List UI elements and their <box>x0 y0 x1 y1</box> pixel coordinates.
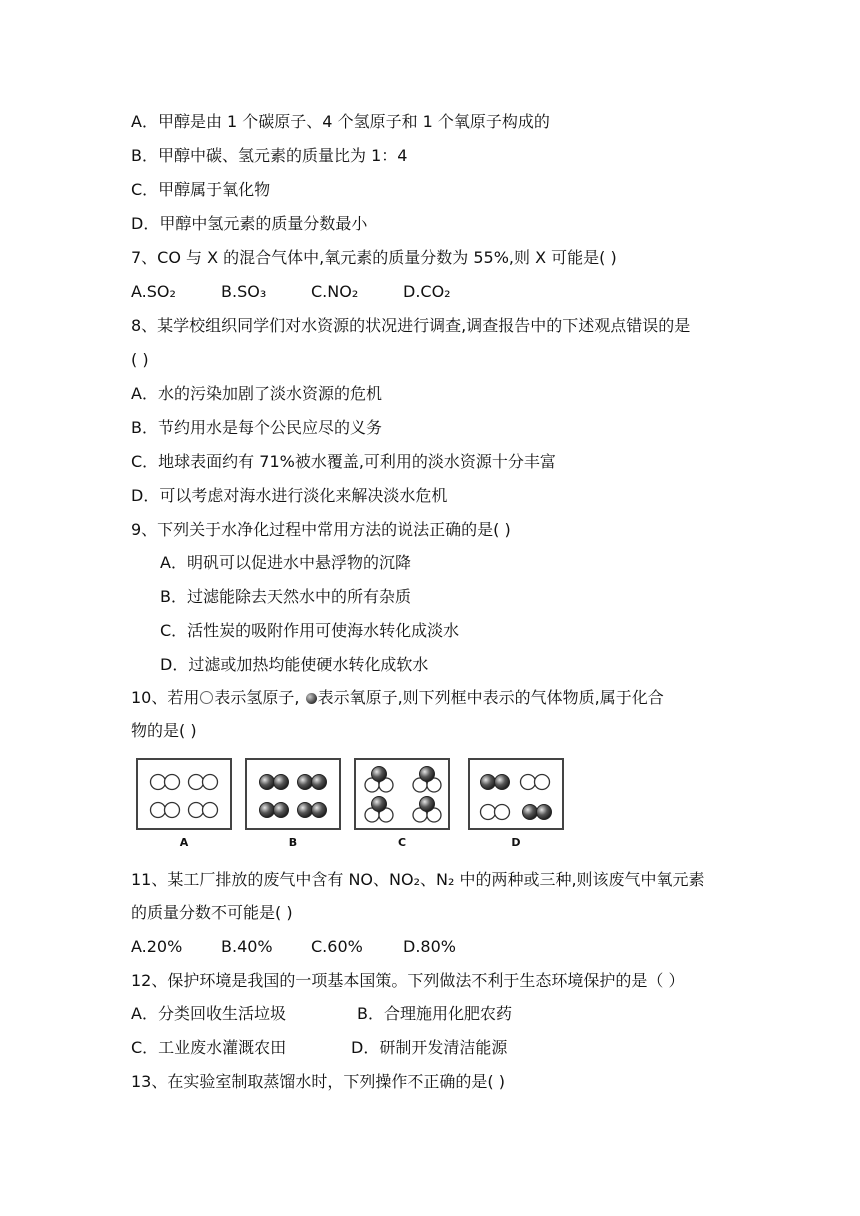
q9-option-c: C．活性炭的吸附作用可使海水转化成淡水 <box>160 621 460 640</box>
q6-option-a: A．甲醇是由 1 个碳原子、4 个氢原子和 1 个氧原子构成的 <box>131 112 550 131</box>
q12-options-row1 <box>131 1004 512 1024</box>
figure-label-c: C <box>397 836 407 849</box>
q7-option-d: D.CO₂ <box>403 282 451 301</box>
q10-stem-post: 表示氧原子,则下列框中表示的气体物质,属于化合 <box>317 688 664 707</box>
figure-label-d: D <box>511 836 521 849</box>
q8-option-a: A．水的污染加剧了淡水资源的危机 <box>131 384 382 403</box>
molecule-box-d <box>468 758 564 830</box>
q9-stem: 9、下列关于水净化过程中常用方法的说法正确的是( ) <box>131 520 511 539</box>
q7-option-a: A.SO₂ <box>131 282 176 301</box>
q9-option-d: D．过滤或加热均能使硬水转化成软水 <box>160 655 429 674</box>
q6-option-b: B．甲醇中碳、氢元素的质量比为 1：4 <box>131 146 408 165</box>
q8-stem: 8、某学校组织同学们对水资源的状况进行调查,调查报告中的下述观点错误的是 <box>131 316 691 335</box>
q7-options <box>131 282 451 302</box>
molecule-box-b <box>245 758 341 830</box>
q8-option-c: C．地球表面约有 71%被水覆盖,可利用的淡水资源十分丰富 <box>131 452 556 471</box>
hydrogen-atom-icon <box>200 691 213 704</box>
q9-option-a: A．明矾可以促进水中悬浮物的沉降 <box>160 553 411 572</box>
q7-option-c: C.NO₂ <box>311 282 359 301</box>
molecule-figure <box>136 758 566 850</box>
q6-option-c: C．甲醇属于氧化物 <box>131 180 271 199</box>
q11-stem: 11、某工厂排放的废气中含有 NO、NO₂、N₂ 中的两种或三种,则该废气中氧元素 <box>131 870 705 889</box>
oxygen-atom-icon <box>306 693 317 704</box>
q7-option-b: B.SO₃ <box>221 282 267 301</box>
figure-label-b: B <box>288 836 298 849</box>
q9-option-b: B．过滤能除去天然水中的所有杂质 <box>160 587 411 606</box>
q10-stem-cont: 物的是( ) <box>131 721 197 740</box>
q8-option-d: D．可以考虑对海水进行淡化来解决淡水危机 <box>131 486 448 505</box>
q8-paren: ( ) <box>131 350 149 369</box>
q10-stem-mid: 表示氢原子, <box>214 688 305 707</box>
q12-stem: 12、保护环境是我国的一项基本国策。下列做法不利于生态环境保护的是（ ） <box>131 971 685 990</box>
q6-option-d: D．甲醇中氢元素的质量分数最小 <box>131 214 368 233</box>
q11-options <box>131 937 456 957</box>
q10-stem-pre: 10、若用 <box>131 688 200 707</box>
q12-options-row2 <box>131 1038 507 1058</box>
q12-option-d: D．研制开发清洁能源 <box>351 1038 508 1057</box>
molecule-box-a <box>136 758 232 830</box>
figure-label-a: A <box>179 836 189 849</box>
q11-stem-cont: 的质量分数不可能是( ) <box>131 903 293 922</box>
q10-stem <box>131 688 664 708</box>
q11-option-d: D.80% <box>403 937 456 956</box>
q11-option-b: B.40% <box>221 937 273 956</box>
q8-option-b: B．节约用水是每个公民应尽的义务 <box>131 418 382 437</box>
q11-option-a: A.20% <box>131 937 183 956</box>
q7-stem: 7、CO 与 X 的混合气体中,氧元素的质量分数为 55%,则 X 可能是( ) <box>131 248 617 267</box>
q12-option-a: A．分类回收生活垃圾 <box>131 1004 286 1023</box>
q12-option-b: B．合理施用化肥农药 <box>357 1004 512 1023</box>
q11-option-c: C.60% <box>311 937 363 956</box>
molecule-box-c <box>354 758 450 830</box>
q13-stem: 13、在实验室制取蒸馏水时，下列操作不正确的是( ) <box>131 1072 505 1091</box>
q12-option-c: C．工业废水灌溉农田 <box>131 1038 287 1057</box>
